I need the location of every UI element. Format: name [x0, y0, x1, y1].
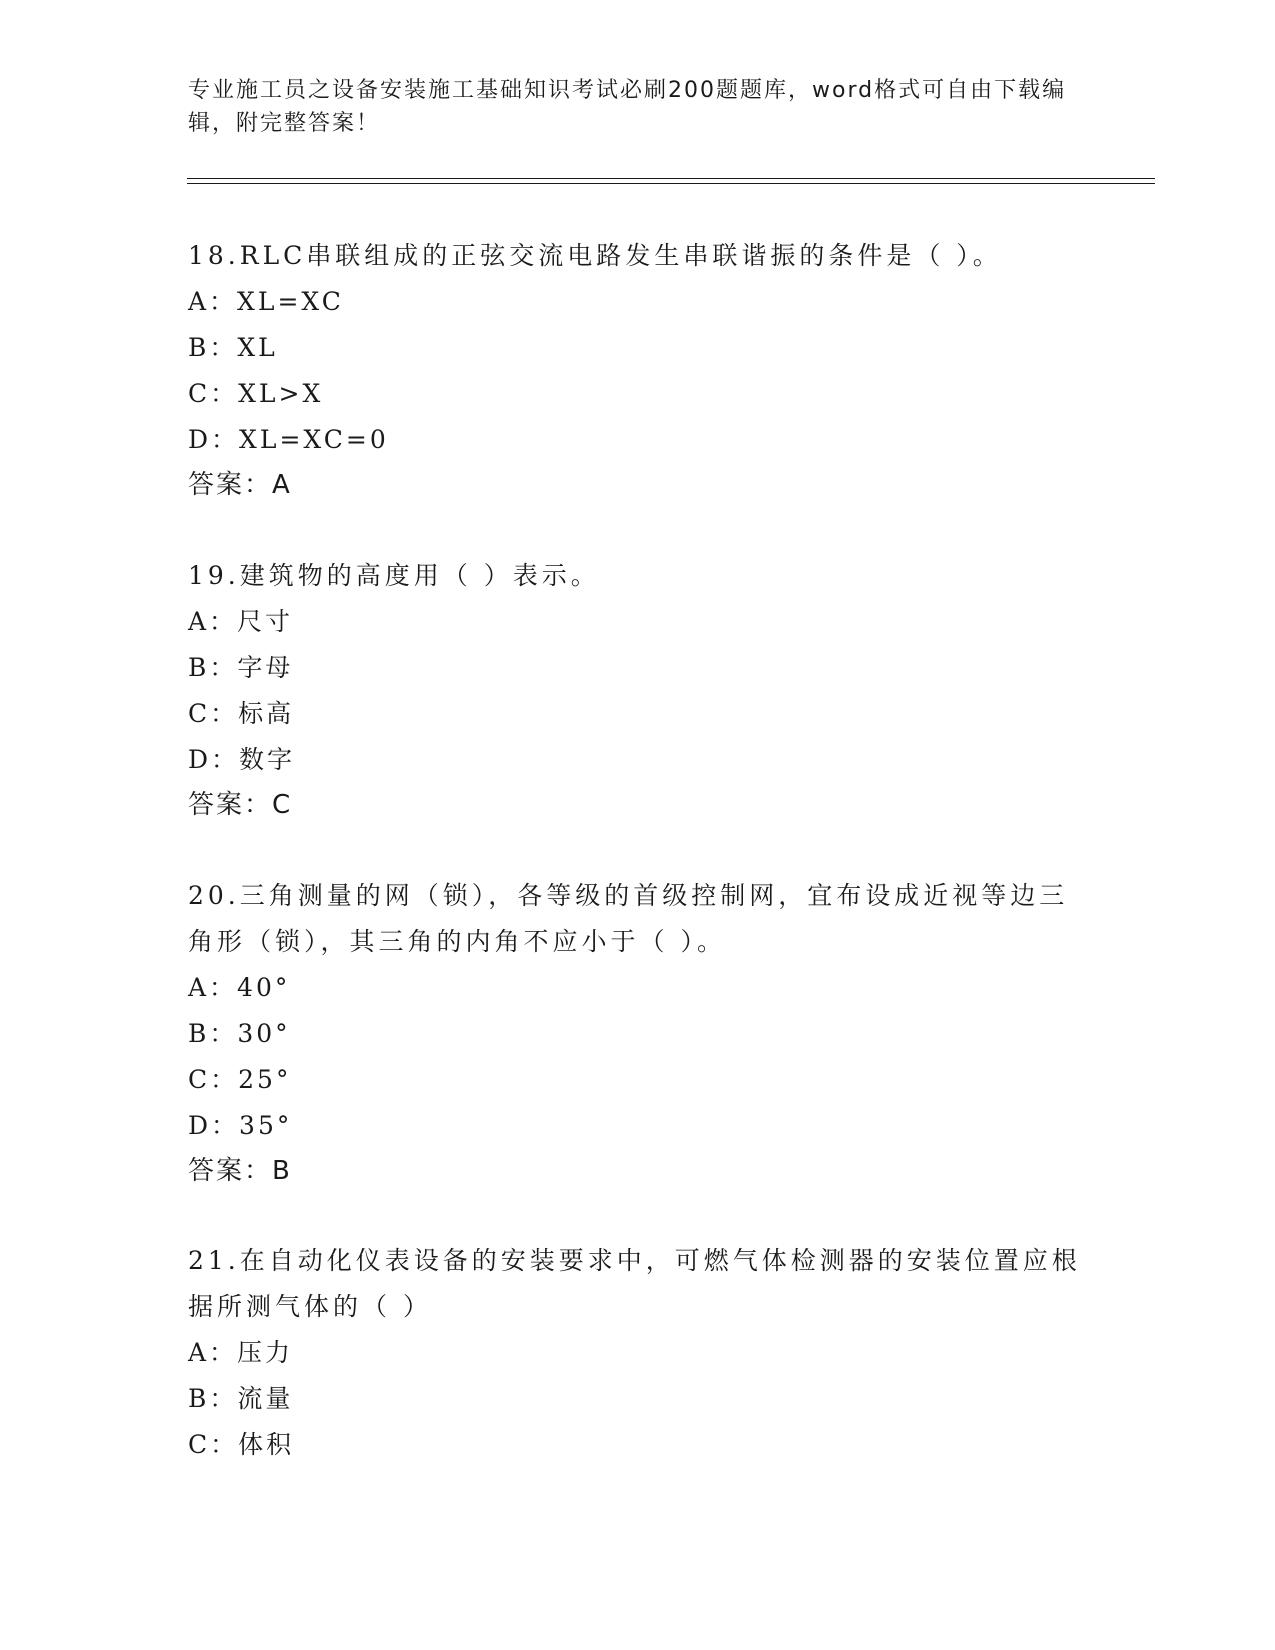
answer-line: 答案：C: [188, 790, 293, 820]
option-c: C：标高: [188, 699, 295, 728]
question-18: [188, 233, 1088, 507]
option-b: B：30°: [188, 1019, 291, 1048]
option-c: C：XL>X: [188, 379, 324, 408]
document-header: 专业施工员之设备安装施工基础知识考试必刷200题题库，word格式可自由下载编辑，附完整答案！: [188, 78, 1067, 136]
option-b: B：流量: [188, 1384, 294, 1413]
answer-line: 答案：A: [188, 470, 292, 500]
question-19: [188, 553, 1088, 827]
option-a: A：40°: [188, 973, 291, 1002]
option-a: A：XL=XC: [188, 287, 344, 316]
answer-line: 答案：B: [188, 1156, 292, 1186]
option-c: C：25°: [188, 1065, 292, 1094]
header-divider-bottom: [187, 183, 1155, 184]
option-b: B：XL: [188, 333, 278, 362]
option-c: C：体积: [188, 1430, 295, 1459]
question-stem: 19.建筑物的高度用（ ）表示。: [188, 561, 600, 590]
option-d: D：XL=XC=0: [188, 425, 389, 454]
option-b: B：字母: [188, 653, 294, 682]
question-stem: 21.在自动化仪表设备的安装要求中，可燃气体检测器的安装位置应根据所测气体的（ ）: [188, 1246, 1081, 1321]
option-a: A：尺寸: [188, 607, 294, 636]
option-d: D：35°: [188, 1111, 293, 1140]
option-d: D：数字: [188, 745, 296, 774]
question-20: [188, 873, 1088, 1193]
question-stem: 18.RLC串联组成的正弦交流电路发生串联谐振的条件是（ ）。: [188, 241, 1002, 270]
question-stem: 20.三角测量的网（锁），各等级的首级控制网，宜布设成近视等边三角形（锁），其三角的内角不应小于（ ）。: [188, 881, 1069, 956]
question-21: [188, 1238, 1088, 1468]
header-divider-top: [187, 178, 1155, 179]
option-a: A：压力: [188, 1338, 294, 1367]
